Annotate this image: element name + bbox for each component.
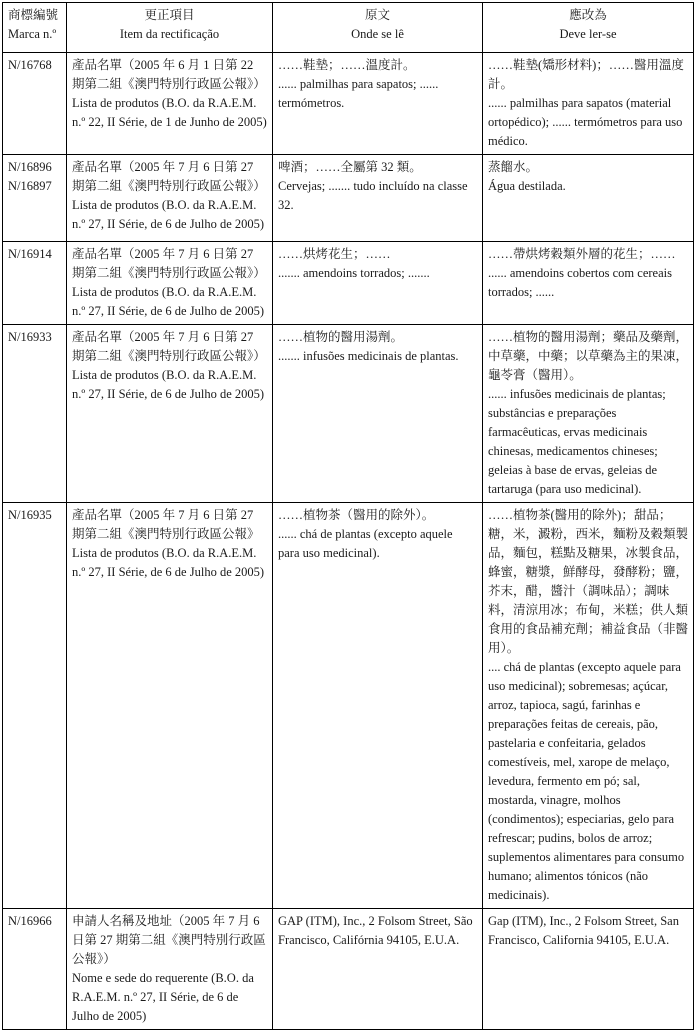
item-pt: Lista de produtos (B.O. da R.A.E.M. n.º 22, II Série, de 1 de Junho de 2005) [72,96,267,129]
mark-number-2: N/16897 [8,179,52,193]
header-original-text [273,3,483,53]
header-rectification-item [67,3,273,53]
header-mark-zh: 商標編號 [8,8,59,22]
item-pt: Lista de produtos (B.O. da R.A.E.M. n.º 27, II Série, de 6 de Julho de 2005) [72,285,265,318]
cell-rectification-item [67,503,273,909]
cell-mark-number [3,242,67,325]
mark-number: N/16933 [8,330,52,344]
corrected-zh: 蒸餾水。 [488,160,539,174]
cell-mark-number [3,155,67,242]
corrected-pt: .... chá de plantas (excepto aquele para uso medicinal); sobremesas; açúcar, arroz, tapioca, sagú, farinhas e preparações feitas de cereais, pão, pastelaria e confeitaria, gelados comestíveis, mel, xarope de melaço, levedura, fermento em pó; sal, mostarda, vinagre, molhos (condimentos); especiarias, gelo para refrescar; pudins, bolos de arroz; suplementos alimentares para consumo humano; alimentos tónicos (não medicinais). [488,660,685,902]
item-zh: 產品名單（2005 年 7 月 6 日第 27 期第二組《澳門特別行政區公報》） [72,247,266,280]
corrected-pt: ...... infusões medicinais de plantas; substâncias e preparações farmacêuticas, ervas medicinais chinesas, medicamentos chineses; geleias à base de ervas, geleias de tartaruga (para uso medicinal). [488,387,666,496]
original-pt: ....... amendoins torrados; ....... [278,266,430,280]
cell-mark-number [3,53,67,155]
header-mark-pt: Marca n.º [8,27,57,41]
original-zh: ……烘烤花生；…… [278,247,391,261]
table-row [3,155,694,242]
item-pt: Lista de produtos (B.O. da R.A.E.M. n.º 27, II Série, de 6 de Julho de 2005) [72,198,265,231]
header-row [3,3,694,53]
mark-number: N/16935 [8,508,52,522]
header-original-zh: 原文 [364,8,390,22]
item-pt: Lista de produtos (B.O. da R.A.E.M. n.º 27, II Série, de 6 de Julho de 2005) [72,546,265,579]
cell-mark-number [3,325,67,503]
header-item-pt: Item da rectificação [119,27,220,41]
corrected-pt: Água destilada. [488,179,566,193]
mark-number: N/16914 [8,247,52,261]
mark-number: N/16966 [8,914,52,928]
table-row [3,909,694,1030]
table-row [3,325,694,503]
original-zh: ……植物的醫用湯劑。 [278,330,404,344]
item-pt: Nome e sede do requerente (B.O. da R.A.E.M. n.º 27, II Série, de 6 de Julho de 2005) [72,971,254,1023]
cell-rectification-item [67,909,273,1030]
table-row [3,503,694,909]
original-pt: ...... chá de plantas (excepto aquele para uso medicinal). [278,527,453,560]
cell-original-text [273,155,483,242]
header-corrected-pt: Deve ler-se [559,27,617,41]
cell-corrected-text [483,909,694,1030]
cell-mark-number [3,503,67,909]
corrected-pt: ...... amendoins cobertos com cereais torrados; ...... [488,266,672,299]
header-original-pt: Onde se lê [351,27,404,41]
cell-rectification-item [67,155,273,242]
corrected-zh: ……植物茶(醫用的除外)；甜品；糖，米，澱粉，西米，麵粉及穀類製品，麵包，糕點及糖果，冰製食品，蜂蜜，糖漿，鮮酵母，發酵粉；鹽，芥末，醋，醬汁（調味品）；調味料，清涼用冰；布甸，米糕；供人類食用的食品補充劑；補益食品（非醫用）。 [488,508,689,655]
item-zh: 產品名單（2005 年 7 月 6 日第 27 期第二組《澳門特別行政區公報》） [72,330,266,363]
item-zh: 產品名單（2005 年 6 月 1 日第 22 期第二組《澳門特別行政區公報》） [72,58,266,91]
cell-rectification-item [67,53,273,155]
corrected-zh: ……植物的醫用湯劑；藥品及藥劑，中草藥，中藥；以草藥為主的果凍，龜苓膏（醫用）。 [488,330,689,382]
table-row [3,242,694,325]
table-row [3,53,694,155]
item-zh: 產品名單（2005 年 7 月 6 日第 27 期第二組《澳門特別行政區公報》） [72,160,266,193]
cell-rectification-item [67,242,273,325]
original-zh: 啤酒；……全屬第 32 類。 [278,160,422,174]
header-mark-number [3,3,67,53]
corrected-zh: ……鞋墊(矯形材料)；……醫用溫度計。 [488,58,684,91]
original-zh: ……植物茶（醫用的除外）。 [278,508,435,522]
cell-original-text [273,503,483,909]
mark-number: N/16896 [8,160,52,174]
corrected-zh: ……帶烘烤穀類外層的花生；…… [488,247,676,261]
cell-original-text [273,909,483,1030]
original-zh: GAP (ITM), Inc., 2 Folsom Street, São Francisco, Califórnia 94105, E.U.A. [278,914,473,947]
cell-corrected-text [483,325,694,503]
item-zh: 申請人名稱及地址（2005 年 7 月 6 日第 27 期第二組《澳門特別行政區公報》） [72,914,266,966]
header-corrected-text [483,3,694,53]
corrected-zh: Gap (ITM), Inc., 2 Folsom Street, San Francisco, California 94105, E.U.A. [488,914,679,947]
original-pt: ...... palmilhas para sapatos; ...... termómetros. [278,77,439,110]
cell-corrected-text [483,155,694,242]
cell-original-text [273,325,483,503]
cell-mark-number [3,909,67,1030]
corrected-pt: ...... palmilhas para sapatos (material ortopédico); ...... termómetros para uso médico. [488,96,683,148]
mark-number: N/16768 [8,58,52,72]
item-zh: 產品名單（2005 年 7 月 6 日第 27 期第二組《澳門特別行政區公報》 [72,508,260,541]
original-pt: ....... infusões medicinais de plantas. [278,349,459,363]
cell-original-text [273,53,483,155]
cell-corrected-text [483,242,694,325]
cell-rectification-item [67,325,273,503]
cell-corrected-text [483,503,694,909]
cell-original-text [273,242,483,325]
header-item-zh: 更正項目 [144,8,195,22]
header-corrected-zh: 應改為 [569,8,607,22]
original-pt: Cervejas; ....... tudo incluído na classe 32. [278,179,468,212]
trademark-rectification-table [2,2,694,1030]
cell-corrected-text [483,53,694,155]
item-pt: Lista de produtos (B.O. da R.A.E.M. n.º 27, II Série, de 6 de Julho de 2005) [72,368,265,401]
original-zh: ……鞋墊；……溫度計。 [278,58,416,72]
